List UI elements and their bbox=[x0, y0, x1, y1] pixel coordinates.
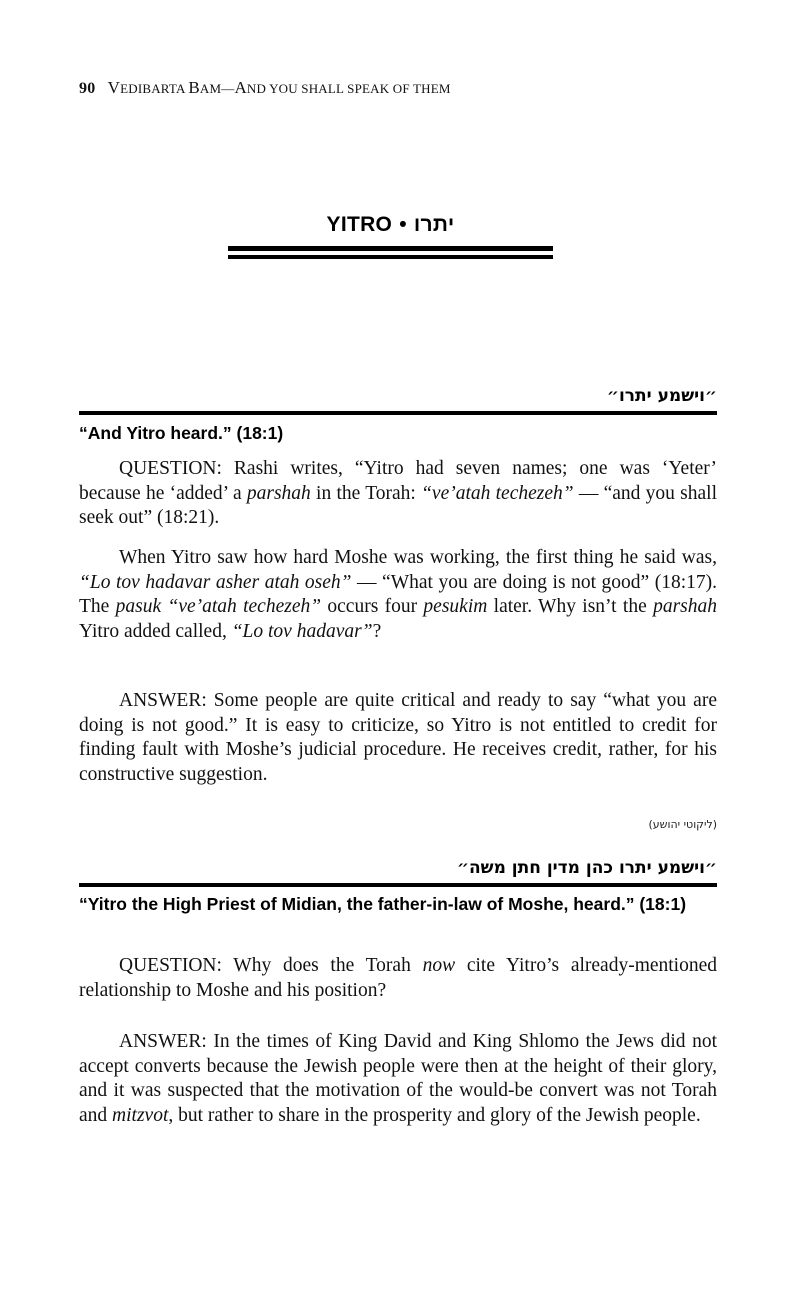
section-1-paragraph-answer bbox=[79, 689, 717, 787]
running-head bbox=[79, 78, 451, 98]
text-run: ? bbox=[372, 620, 382, 642]
section-2-paragraph-answer bbox=[79, 1030, 717, 1128]
chapter-rule-thin bbox=[228, 255, 553, 259]
section-1-paragraph-context bbox=[79, 546, 717, 644]
italic-term: “ve’atah techezeh” bbox=[421, 482, 574, 504]
text-run: in the Torah: bbox=[310, 482, 422, 504]
text-run: — “What you are doing is not good” (18:17). The bbox=[79, 571, 717, 618]
book-title-part: A bbox=[234, 78, 247, 97]
italic-term: pesukim bbox=[423, 596, 488, 618]
section-1-rule bbox=[79, 411, 717, 415]
text-run: Yitro added called, bbox=[79, 620, 232, 642]
italic-term: “Lo tov hadavar” bbox=[231, 620, 373, 642]
chapter-title-separator: • bbox=[399, 213, 407, 236]
page-number: 90 bbox=[79, 80, 96, 97]
chapter-title bbox=[228, 213, 553, 237]
text-run: QUESTION: Why does the Torah bbox=[119, 955, 423, 976]
book-title-part: B bbox=[188, 78, 200, 97]
italic-term: parshah bbox=[246, 482, 311, 504]
text-run: QUESTION: Rashi writes, “Yitro had seven names; one was ‘Yeter’ because he ‘added’ a bbox=[79, 458, 717, 504]
text-run: later. Why isn’t the bbox=[487, 596, 654, 618]
text-run: , but rather to share in the prosperity and glory of the Jewish people. bbox=[168, 1104, 701, 1126]
section-2-rule bbox=[79, 883, 717, 887]
chapter-title-hebrew: יתרו bbox=[413, 213, 455, 236]
text-run: cite Yitro’s already-mentioned relationship to Moshe and his position? bbox=[79, 955, 718, 1001]
section-1-english-heading: “And Yitro heard.” (18:1) bbox=[79, 423, 284, 443]
text-run: ANSWER: In the times of King David and King Shlomo the Jews did not accept converts because the Jewish people were then at the height of their glory, and it was suspected that the motivation of the would-be convert was not Torah and bbox=[79, 1031, 717, 1126]
text-run: ANSWER: Some people are quite critical and ready to say “what you are doing is not good.” It is easy to criticize, so Yitro is not entitled to credit for finding fault with Moshe’s judicial procedure. He receives credit, rather, for his constructive suggestion. bbox=[79, 690, 717, 785]
italic-term: now bbox=[422, 955, 456, 976]
chapter-title-english: YITRO bbox=[326, 213, 393, 236]
section-1-paragraph-question bbox=[79, 457, 717, 531]
book-title-part: EDIBARTA bbox=[120, 81, 189, 96]
italic-term: pasuk bbox=[115, 596, 162, 618]
italic-term: parshah bbox=[653, 596, 717, 618]
book-title bbox=[108, 80, 451, 97]
italic-term: “ve’atah techezeh” bbox=[167, 596, 322, 618]
section-1-hebrew-heading: ״וישמע יתרו״ bbox=[606, 386, 717, 406]
text-run: occurs four bbox=[321, 596, 424, 618]
section-2-hebrew-heading: ״וישמע יתרו כהן מדין חתן משה״ bbox=[456, 858, 717, 878]
chapter-rule-thick bbox=[228, 246, 553, 251]
book-title-part: ND YOU SHALL SPEAK OF THEM bbox=[246, 81, 451, 96]
text-run: When Yitro saw how hard Moshe was working, the first thing he said was, bbox=[119, 547, 717, 568]
italic-term: mitzvot bbox=[112, 1104, 169, 1126]
chapter-header bbox=[228, 213, 553, 237]
book-title-part: AM— bbox=[199, 81, 235, 96]
book-title-part: V bbox=[107, 78, 121, 97]
section-2-english-heading: “Yitro the High Priest of Midian, the father-in-law of Moshe, heard.” (18:1) bbox=[79, 894, 687, 914]
section-1-source-citation: (ליקוטי יהושע) bbox=[648, 818, 717, 831]
italic-term: “Lo tov hadavar asher atah oseh” bbox=[79, 571, 352, 593]
text-run: — “and you shall seek out” (18:21). bbox=[79, 482, 717, 529]
section-2-paragraph-question bbox=[79, 954, 717, 1003]
